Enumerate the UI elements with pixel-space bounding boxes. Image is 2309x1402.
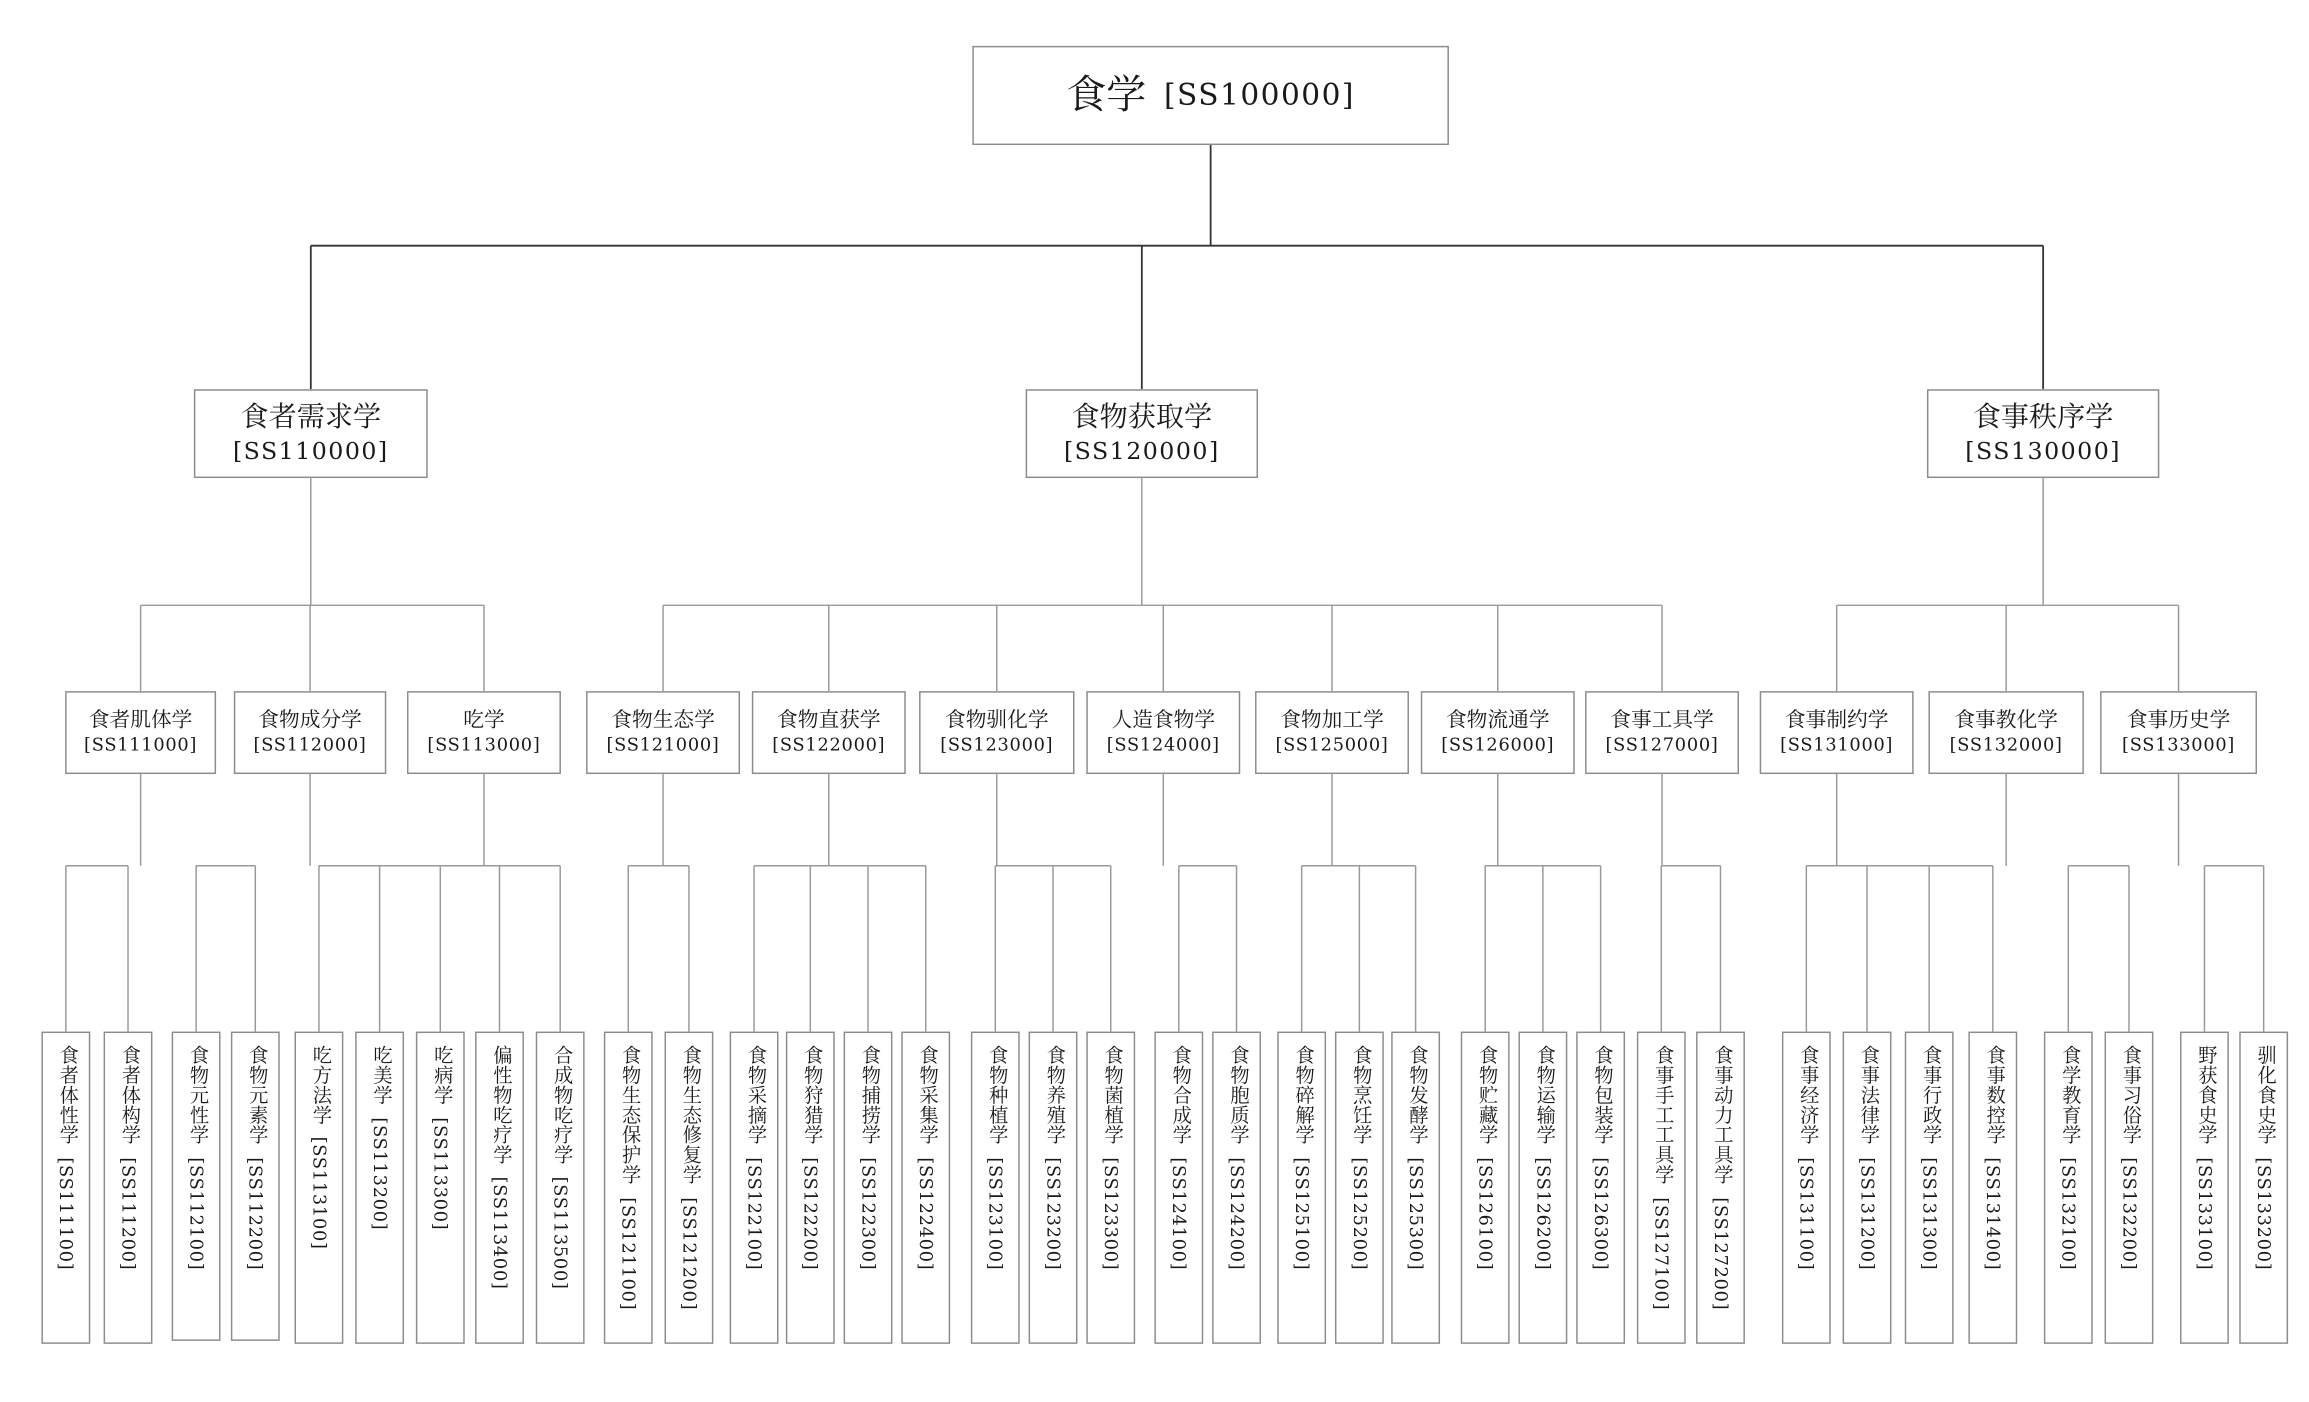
category-node-1-3-code: [SS113000]	[427, 734, 541, 756]
leaf-node-2-2-3	[844, 1032, 893, 1344]
leaf-node-1-2-1-code: [SS112100]	[186, 1156, 207, 1270]
leaf-node-2-7-1-code: [SS127100]	[1651, 1196, 1672, 1310]
leaf-node-2-6-1-code: [SS126100]	[1475, 1156, 1496, 1270]
leaf-node-1-1-2-name: 食者体构学	[117, 1044, 140, 1145]
category-node-1-3-name: 吃学	[463, 708, 505, 733]
leaf-node-2-4-1-code: [SS124100]	[1168, 1156, 1190, 1270]
branch-node-2-name: 食物获取学	[1071, 401, 1213, 434]
leaf-node-2-7-1-name: 食事手工工具学	[1650, 1044, 1673, 1185]
leaf-node-3-1-3-code: [SS131300]	[1919, 1156, 1940, 1270]
leaf-node-2-3-1-code: [SS123100]	[985, 1156, 1006, 1270]
leaf-node-1-2-2-name: 食物元素学	[244, 1044, 267, 1145]
leaf-node-2-4-2-name: 食物胞质学	[1225, 1044, 1249, 1145]
leaf-node-1-1-1	[41, 1032, 90, 1344]
leaf-node-3-1-2-code: [SS131200]	[1856, 1156, 1878, 1270]
leaf-node-2-3-1	[971, 1032, 1020, 1344]
category-node-2-7	[1585, 691, 1739, 774]
leaf-node-2-6-2-name: 食物运输学	[1532, 1044, 1555, 1145]
branch-node-1	[194, 389, 428, 478]
category-node-2-5-code: [SS125000]	[1275, 734, 1389, 756]
leaf-node-1-3-4-name: 偏性物吃疗学	[488, 1044, 512, 1165]
leaf-node-3-2-2-code: [SS132200]	[2118, 1156, 2140, 1270]
leaf-node-1-1-1-name: 食者体性学	[55, 1044, 78, 1145]
leaf-node-2-6-3	[1576, 1032, 1625, 1344]
leaf-node-3-3-1	[2180, 1032, 2229, 1344]
leaf-node-1-3-4	[475, 1032, 524, 1344]
leaf-node-2-1-1	[604, 1032, 653, 1344]
leaf-node-3-1-4-name: 食事数控学	[1982, 1044, 2005, 1145]
leaf-node-2-1-1-code: [SS121100]	[618, 1196, 639, 1310]
category-node-3-2-code: [SS132000]	[1949, 734, 2063, 756]
leaf-node-3-1-4-code: [SS131400]	[1982, 1156, 2004, 1270]
leaf-node-2-2-4-code: [SS122400]	[915, 1156, 937, 1270]
leaf-node-2-3-2-code: [SS123200]	[1042, 1156, 1064, 1270]
root-name: 食学	[1066, 71, 1147, 118]
category-node-3-1-code: [SS131000]	[1780, 734, 1894, 756]
leaf-node-2-1-1-name: 食物生态保护学	[617, 1044, 640, 1185]
leaf-node-2-5-1	[1277, 1032, 1326, 1344]
category-node-2-6-name: 食物流通学	[1445, 708, 1550, 733]
category-node-3-1	[1760, 691, 1914, 774]
category-node-3-3-code: [SS133000]	[2122, 734, 2236, 756]
leaf-node-3-2-1-code: [SS132100]	[2058, 1156, 2079, 1270]
category-node-3-3-name: 食事历史学	[2126, 708, 2231, 733]
leaf-node-3-1-3	[1905, 1032, 1954, 1344]
leaf-node-2-7-2-name: 食事动力工具学	[1709, 1044, 1733, 1185]
leaf-node-3-3-2-name: 驯化食史学	[2252, 1044, 2276, 1145]
category-node-1-1-name: 食者肌体学	[88, 708, 193, 733]
category-node-2-6	[1421, 691, 1575, 774]
leaf-node-2-2-1-name: 食物采摘学	[743, 1044, 766, 1145]
leaf-node-2-6-1	[1461, 1032, 1510, 1344]
category-node-2-1-code: [SS121000]	[606, 734, 720, 756]
leaf-node-2-2-2-name: 食物狩猎学	[799, 1044, 822, 1145]
leaf-node-2-2-4	[901, 1032, 950, 1344]
branch-node-3-name: 食事秩序学	[1972, 401, 2114, 434]
leaf-node-1-3-2-code: [SS113200]	[369, 1116, 391, 1230]
leaf-node-2-5-3	[1391, 1032, 1440, 1344]
leaf-node-2-4-1-name: 食物合成学	[1168, 1044, 1191, 1145]
leaf-node-3-1-4	[1968, 1032, 2017, 1344]
leaf-node-2-6-2-code: [SS126200]	[1532, 1156, 1554, 1270]
category-node-2-1	[586, 691, 740, 774]
leaf-node-2-7-2-code: [SS127200]	[1710, 1196, 1732, 1310]
root-node	[972, 46, 1449, 145]
leaf-node-2-6-2	[1518, 1032, 1567, 1344]
category-node-2-7-code: [SS127000]	[1605, 734, 1719, 756]
category-node-1-1-code: [SS111000]	[84, 734, 198, 756]
leaf-node-1-3-1-code: [SS113100]	[308, 1136, 330, 1250]
leaf-node-3-2-2	[2105, 1032, 2154, 1344]
leaf-node-2-4-1	[1154, 1032, 1203, 1344]
category-node-2-1-name: 食物生态学	[611, 708, 715, 733]
leaf-node-2-3-3-code: [SS123300]	[1100, 1156, 1122, 1270]
leaf-node-2-1-2-code: [SS121200]	[678, 1196, 700, 1310]
leaf-node-3-3-1-code: [SS133100]	[2194, 1156, 2216, 1270]
leaf-node-2-5-3-code: [SS125300]	[1405, 1156, 1427, 1270]
leaf-node-3-1-2	[1843, 1032, 1892, 1344]
leaf-node-2-5-2-name: 食物烹饪学	[1348, 1044, 1371, 1145]
leaf-node-3-3-2	[2239, 1032, 2288, 1344]
leaf-node-2-3-3	[1086, 1032, 1135, 1344]
leaf-node-3-2-1-name: 食学教育学	[2057, 1044, 2080, 1145]
leaf-node-3-1-1	[1782, 1032, 1831, 1344]
category-node-1-2-code: [SS112000]	[253, 734, 367, 756]
root-code: [SS100000]	[1163, 76, 1355, 113]
leaf-node-2-2-1	[730, 1032, 779, 1344]
leaf-node-3-1-1-code: [SS131100]	[1796, 1156, 1818, 1270]
leaf-node-2-2-3-name: 食物捕捞学	[857, 1044, 880, 1145]
category-node-3-2	[1928, 691, 2083, 774]
branch-node-2-code: [SS120000]	[1063, 436, 1220, 465]
leaf-node-1-3-5-code: [SS113500]	[550, 1176, 571, 1290]
leaf-node-1-2-2-code: [SS112200]	[245, 1156, 266, 1270]
leaf-node-2-5-3-name: 食物发酵学	[1404, 1044, 1428, 1145]
leaf-node-3-3-1-name: 野获食史学	[2193, 1044, 2216, 1145]
leaf-node-2-5-2	[1335, 1032, 1384, 1344]
category-node-3-3	[2100, 691, 2257, 774]
category-node-2-3-code: [SS123000]	[940, 734, 1054, 756]
leaf-node-3-2-1	[2044, 1032, 2093, 1344]
leaf-node-1-3-2	[355, 1032, 404, 1344]
leaf-node-2-6-1-name: 食物贮藏学	[1474, 1044, 1497, 1145]
leaf-node-1-2-1-name: 食物元性学	[185, 1044, 208, 1145]
category-node-2-2-name: 食物直获学	[777, 708, 881, 733]
leaf-node-2-2-2-code: [SS122200]	[800, 1156, 821, 1270]
category-node-1-3	[407, 691, 561, 774]
branch-node-3-code: [SS130000]	[1965, 436, 2121, 465]
branch-node-2	[1026, 389, 1258, 478]
category-node-1-2-name: 食物成分学	[258, 708, 362, 733]
leaf-node-2-2-2	[786, 1032, 835, 1344]
leaf-node-2-4-2-code: [SS124200]	[1226, 1156, 1248, 1270]
leaf-node-3-1-1-name: 食事经济学	[1795, 1044, 1818, 1145]
leaf-node-2-5-1-name: 食物碎解学	[1290, 1044, 1314, 1145]
leaf-node-2-3-2-name: 食物养殖学	[1042, 1044, 1065, 1145]
leaf-node-2-2-3-code: [SS122300]	[857, 1156, 879, 1270]
leaf-node-2-5-2-code: [SS125200]	[1349, 1156, 1371, 1270]
leaf-node-3-3-2-code: [SS133200]	[2253, 1156, 2275, 1270]
category-node-2-5	[1255, 691, 1409, 774]
leaf-node-1-3-4-code: [SS113400]	[489, 1176, 511, 1290]
leaf-node-2-4-2	[1212, 1032, 1261, 1344]
leaf-node-1-3-5-name: 合成物吃疗学	[549, 1044, 572, 1165]
leaf-node-1-3-2-name: 吃美学	[368, 1044, 392, 1105]
leaf-node-2-5-1-code: [SS125100]	[1291, 1156, 1313, 1270]
leaf-node-1-3-3-code: [SS113300]	[430, 1116, 451, 1230]
leaf-node-1-2-1	[172, 1032, 221, 1341]
category-node-2-4	[1086, 691, 1240, 774]
leaf-node-2-7-2	[1696, 1032, 1745, 1344]
category-node-2-6-code: [SS126000]	[1441, 734, 1555, 756]
leaf-node-1-1-2-code: [SS111200]	[117, 1156, 139, 1270]
leaf-node-2-1-2-name: 食物生态修复学	[678, 1044, 701, 1185]
branch-node-3	[1927, 389, 2159, 478]
leaf-node-2-2-1-code: [SS122100]	[744, 1156, 765, 1270]
leaf-node-1-1-1-code: [SS111100]	[55, 1156, 77, 1270]
category-node-2-5-name: 食物加工学	[1280, 708, 1384, 733]
leaf-node-3-1-3-name: 食事行政学	[1918, 1044, 1941, 1145]
category-node-2-2	[752, 691, 906, 774]
branch-node-1-name: 食者需求学	[240, 401, 382, 434]
leaf-node-2-7-1	[1637, 1032, 1686, 1344]
leaf-node-3-1-2-name: 食事法律学	[1856, 1044, 1879, 1145]
category-node-2-3	[919, 691, 1074, 774]
category-node-2-7-name: 食事工具学	[1610, 708, 1714, 733]
category-node-3-1-name: 食事制约学	[1784, 708, 1889, 733]
category-node-3-2-name: 食事教化学	[1954, 708, 2058, 733]
leaf-node-1-3-1-name: 吃方法学	[308, 1044, 331, 1125]
leaf-node-2-6-3-name: 食物包装学	[1589, 1044, 1613, 1145]
leaf-node-3-2-2-name: 食事习俗学	[2118, 1044, 2141, 1145]
leaf-node-1-3-5	[536, 1032, 585, 1344]
leaf-node-1-3-3	[416, 1032, 465, 1344]
leaf-node-2-2-4-name: 食物采集学	[915, 1044, 938, 1145]
leaf-node-1-1-2	[104, 1032, 153, 1344]
leaf-node-2-3-3-name: 食物菌植学	[1100, 1044, 1123, 1145]
leaf-node-2-3-2	[1029, 1032, 1078, 1344]
leaf-node-2-1-2	[665, 1032, 714, 1344]
leaf-node-2-6-3-code: [SS126300]	[1590, 1156, 1612, 1270]
category-node-1-2	[234, 691, 386, 774]
category-node-2-2-code: [SS122000]	[772, 734, 886, 756]
category-node-2-4-name: 人造食物学	[1111, 708, 1216, 733]
leaf-node-1-2-2	[231, 1032, 280, 1341]
leaf-node-1-3-1	[295, 1032, 344, 1344]
leaf-node-1-3-3-name: 吃病学	[429, 1044, 452, 1105]
category-node-1-1	[65, 691, 216, 774]
leaf-node-2-3-1-name: 食物种植学	[984, 1044, 1007, 1145]
branch-node-1-code: [SS110000]	[232, 436, 389, 465]
category-node-2-4-code: [SS124000]	[1106, 734, 1220, 756]
category-node-2-3-name: 食物驯化学	[944, 708, 1049, 733]
